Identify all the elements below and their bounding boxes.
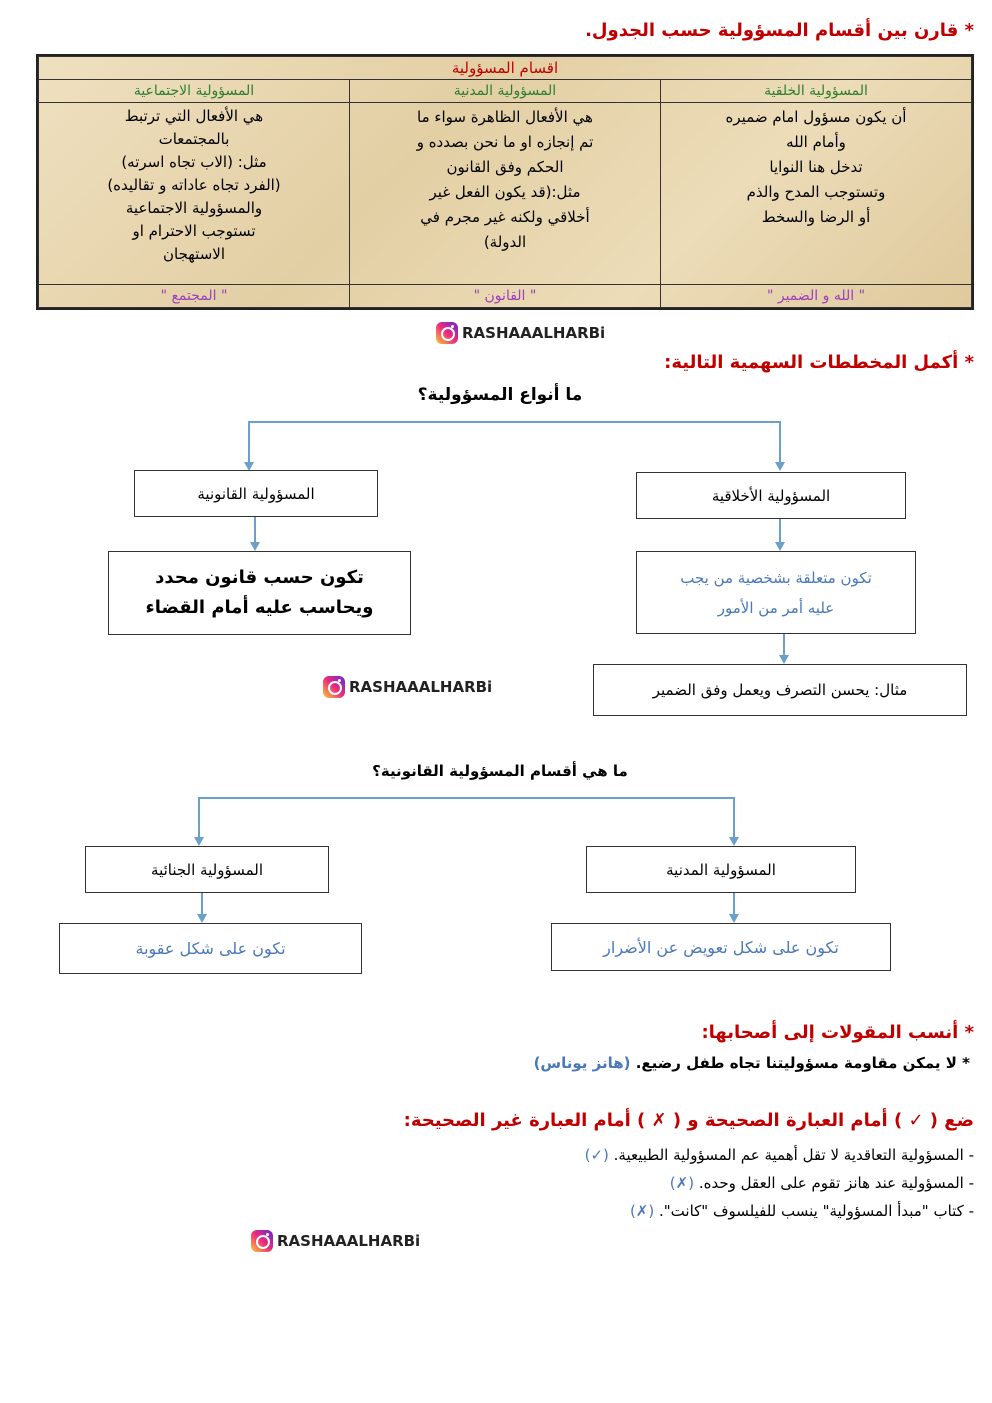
instagram-icon <box>436 322 458 344</box>
arrow-down-icon <box>779 655 789 664</box>
moral-answer-box: تكون متعلقة بشخصية من يجب عليه أمر من الأمور <box>636 551 916 634</box>
table-cell-moral: أن يكون مسؤول امام ضميره وأمام الله تدخل هنا النوايا وتستوجب المدح والذم أو الرضا والسخط <box>661 103 972 285</box>
check-icon: (✓) <box>584 1146 609 1164</box>
diagram2-connector <box>198 797 734 799</box>
criminal-responsibility-box: المسؤولية الجنائية <box>85 846 329 893</box>
quote-line: * لا يمكن مقاومة مسؤوليتنا تجاه طفل رضيع. (هانز يوناس) <box>533 1054 970 1072</box>
moral-responsibility-box: المسؤولية الأخلاقية <box>636 472 906 519</box>
arrow-down-icon <box>194 837 204 846</box>
arrow-down-icon <box>729 914 739 923</box>
table-cell-civil: هي الأفعال الظاهرة سواء ما تم إنجازه او ما نحن بصدده و الحكم وفق القانون مثل:(قد يكون الفعل غير أخلاقي ولكنه غير مجرم في الدولة) <box>350 103 661 285</box>
diagram1-question: ما أنواع المسؤولية؟ <box>417 385 583 405</box>
statement-2: - المسؤولية عند هانز تقوم على العقل وحده. (✗) <box>669 1174 974 1192</box>
table-footer-moral: " الله و الضمير " <box>661 285 972 308</box>
table-header-moral: المسؤولية الخلقية <box>661 80 972 103</box>
arrow-down-icon <box>197 914 207 923</box>
instagram-watermark: RASHAAALHARBi <box>436 322 605 344</box>
section3-heading: * أنسب المقولات إلى أصحابها: <box>701 1022 974 1043</box>
arrow-down-icon <box>729 837 739 846</box>
moral-example-box: مثال: يحسن التصرف ويعمل وفق الضمير <box>593 664 967 716</box>
civil-responsibility-box: المسؤولية المدنية <box>586 846 856 893</box>
instagram-watermark: RASHAAALHARBi <box>323 676 492 698</box>
civil-answer-box: تكون على شكل تعويض عن الأضرار <box>551 923 891 971</box>
instagram-icon <box>251 1230 273 1252</box>
comparison-table <box>36 54 974 310</box>
statement-3: - كتاب "مبدأ المسؤولية" ينسب للفيلسوف "كانت". (✗) <box>629 1202 974 1220</box>
table-title: اقسام المسؤولية <box>39 57 972 80</box>
section4-heading: ضع ( ✓ ) أمام العبارة الصحيحة و ( ✗ ) أمام العبارة غير الصحيحة: <box>403 1110 974 1131</box>
cross-icon: (✗) <box>629 1202 655 1220</box>
table-cell-social: هي الأفعال التي ترتبط بالمجتمعات مثل: (الاب تجاه اسرته) (الفرد تجاه عاداته و تقاليده) والمسؤولية الاجتماعية تستوجب الاحترام او الاستهجان <box>39 103 350 285</box>
quote-answer: (هانز يوناس) <box>533 1054 631 1072</box>
criminal-answer-box: تكون على شكل عقوبة <box>59 923 362 974</box>
arrow-down-icon <box>775 542 785 551</box>
diagram1-connector <box>248 421 780 423</box>
arrow-down-icon <box>250 542 260 551</box>
arrow-down-icon <box>775 462 785 471</box>
section1-heading: * قارن بين أقسام المسؤولية حسب الجدول. <box>585 20 974 41</box>
diagram2-question: ما هي أقسام المسؤولية القانونية؟ <box>372 762 628 780</box>
instagram-watermark: RASHAAALHARBi <box>251 1230 420 1252</box>
table-footer-civil: " القانون " <box>350 285 661 308</box>
section2-heading: * أكمل المخططات السهمية التالية: <box>664 352 974 373</box>
table-header-social: المسؤولية الاجتماعية <box>39 80 350 103</box>
statement-1: - المسؤولية التعاقدية لا تقل أهمية عم المسؤولية الطبيعية. (✓) <box>584 1146 974 1164</box>
table-footer-social: " المجتمع " <box>39 285 350 308</box>
cross-icon: (✗) <box>669 1174 695 1192</box>
table-header-civil: المسؤولية المدنية <box>350 80 661 103</box>
instagram-icon <box>323 676 345 698</box>
legal-answer-box: تكون حسب قانون محدد ويحاسب عليه أمام القضاء <box>108 551 411 635</box>
legal-responsibility-box: المسؤولية القانونية <box>134 470 378 517</box>
